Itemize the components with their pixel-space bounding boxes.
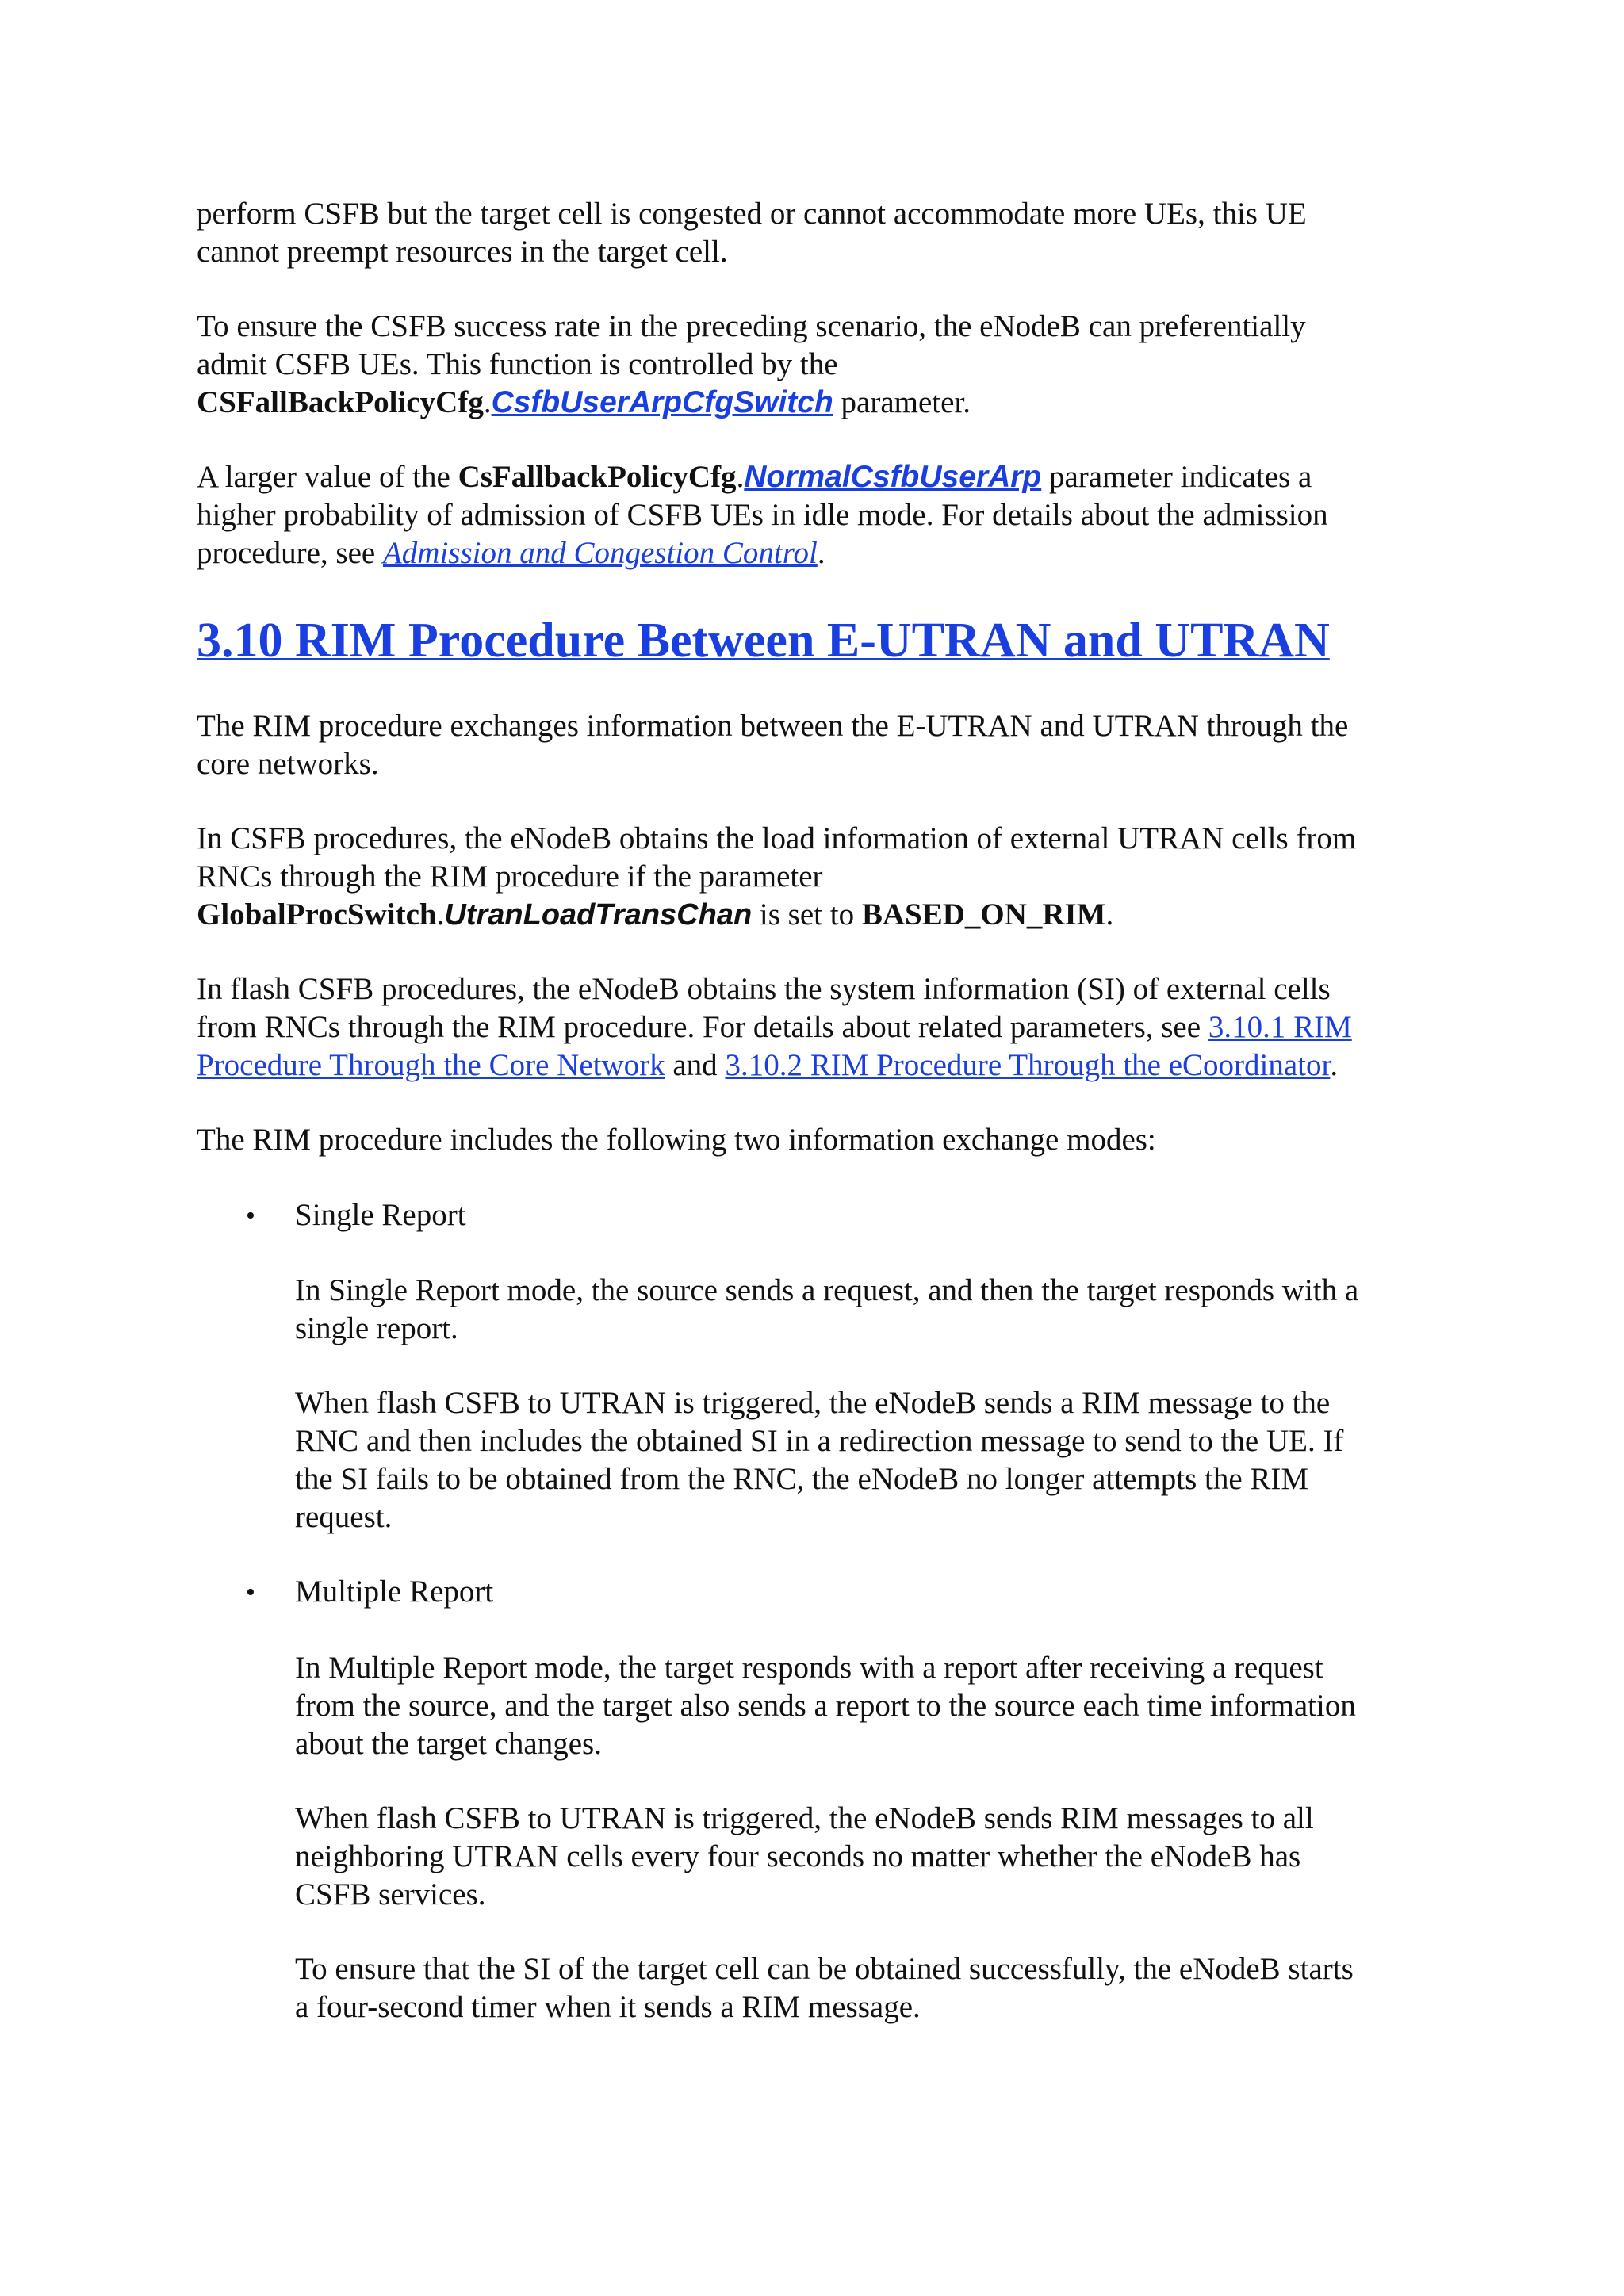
param-value: BASED_ON_RIM <box>861 897 1106 932</box>
text-line: request. <box>295 1500 393 1534</box>
text-line: In CSFB procedures, the eNodeB obtains the load information of external UTRAN cells from <box>197 821 1357 855</box>
text-line: To ensure the CSFB success rate in the preceding scenario, the eNodeB can preferentially <box>197 309 1306 343</box>
text-line: neighboring UTRAN cells every four seconds no matter whether the eNodeB has <box>295 1839 1301 1873</box>
text-segment: from RNCs through the RIM procedure. For details about related parameters, see <box>197 1010 1208 1044</box>
text-line: When flash CSFB to UTRAN is triggered, the eNodeB sends RIM messages to all <box>295 1801 1314 1835</box>
text-segment: parameter indicates a <box>1041 460 1312 494</box>
list-item-title: Multiple Report <box>295 1575 494 1609</box>
paragraph-csfb-admission <box>197 308 1434 422</box>
paragraph-modes-intro <box>197 1121 1434 1159</box>
text-segment: is set to <box>752 897 862 932</box>
text-line: higher probability of admission of CSFB UEs in idle mode. For details about the admission <box>197 498 1328 532</box>
link-rim-core-network-part1[interactable]: 3.10.1 RIM <box>1208 1010 1352 1044</box>
text-segment: . <box>1330 1048 1339 1082</box>
text-line: RNC and then includes the obtained SI in a redirection message to send to the UE. If <box>295 1424 1344 1458</box>
bullet-icon: • <box>246 1578 255 1607</box>
text-segment: . <box>817 536 825 570</box>
paragraph-csfb-congestion <box>197 195 1434 271</box>
paragraph-rim-intro <box>197 707 1434 783</box>
multiple-report-timer <box>295 1950 1429 2026</box>
dot: . <box>436 897 445 932</box>
section-heading[interactable]: 3.10 RIM Procedure Between E-UTRAN and UTRAN <box>197 614 1330 668</box>
text-line: the SI fails to be obtained from the RNC, the eNodeB no longer attempts the RIM <box>295 1462 1309 1496</box>
text-line: The RIM procedure exchanges information between the E-UTRAN and UTRAN through the <box>197 709 1349 743</box>
bullet-icon: • <box>246 1201 255 1230</box>
text-line <box>197 458 1434 496</box>
list-item-multiple-report <box>295 1573 1429 1611</box>
paragraph-arp-value <box>197 458 1434 572</box>
param-link-csfbuserarpcfgswitch[interactable]: CsfbUserArpCfgSwitch <box>491 385 833 419</box>
text-line: In Multiple Report mode, the target responds with a report after receiving a request <box>295 1651 1323 1685</box>
param-link-normalcsfbuserarp[interactable]: NormalCsfbUserArp <box>744 460 1042 494</box>
text-line: core networks. <box>197 747 379 781</box>
param-utranloadtranschan: UtranLoadTransChan <box>444 898 753 932</box>
link-admission-congestion-control[interactable]: Admission and Congestion Control <box>382 536 818 570</box>
text-segment: and <box>665 1048 726 1082</box>
text-line: In Single Report mode, the source sends a request, and then the target responds with a <box>295 1273 1359 1307</box>
text-tail: parameter. <box>833 385 971 419</box>
text-line: single report. <box>295 1311 458 1345</box>
text-line: RNCs through the RIM procedure if the parameter <box>197 859 823 894</box>
single-report-description <box>295 1272 1429 1348</box>
text-line: CSFB services. <box>295 1877 486 1911</box>
text-line: To ensure that the SI of the target cell can be obtained successfully, the eNodeB starts <box>295 1952 1354 1986</box>
dot: . <box>483 385 492 419</box>
text-line <box>197 1008 1434 1047</box>
text-line: admit CSFB UEs. This function is controlled by the <box>197 347 838 381</box>
mo-name: CSFallBackPolicyCfg <box>197 385 484 419</box>
text-line: In flash CSFB procedures, the eNodeB obtains the system information (SI) of external cells <box>197 972 1331 1006</box>
text-line: cannot preempt resources in the target cell. <box>197 235 728 269</box>
text-line: perform CSFB but the target cell is congested or cannot accommodate more UEs, this UE <box>197 197 1307 231</box>
text-line <box>197 534 1434 572</box>
dot: . <box>736 460 745 494</box>
text-line: from the source, and the target also sends a report to the source each time information <box>295 1689 1356 1723</box>
link-rim-ecoordinator[interactable]: 3.10.2 RIM Procedure Through the eCoordinator <box>725 1048 1331 1082</box>
text-line: a four-second timer when it sends a RIM message. <box>295 1990 921 2024</box>
text-segment: A larger value of the <box>197 460 458 494</box>
single-report-flash-csfb <box>295 1384 1429 1536</box>
list-item-single-report <box>295 1196 1429 1234</box>
paragraph-flash-csfb <box>197 970 1434 1085</box>
text-segment: procedure, see <box>197 536 383 570</box>
text-line <box>197 384 1434 422</box>
text-line: When flash CSFB to UTRAN is triggered, the eNodeB sends a RIM message to the <box>295 1386 1331 1420</box>
list-item-title: Single Report <box>295 1198 466 1232</box>
link-rim-core-network-part2[interactable]: Procedure Through the Core Network <box>197 1048 665 1082</box>
mo-name: CsFallbackPolicyCfg <box>458 460 737 494</box>
multiple-report-description <box>295 1649 1429 1763</box>
multiple-report-flash-csfb <box>295 1800 1429 1914</box>
text-line: The RIM procedure includes the following two information exchange modes: <box>197 1123 1156 1157</box>
text-line <box>197 896 1434 934</box>
paragraph-load-information <box>197 820 1434 934</box>
text-line <box>197 1047 1434 1085</box>
mo-name: GlobalProcSwitch <box>197 897 437 932</box>
text-segment: . <box>1105 897 1114 932</box>
text-line: about the target changes. <box>295 1727 602 1761</box>
